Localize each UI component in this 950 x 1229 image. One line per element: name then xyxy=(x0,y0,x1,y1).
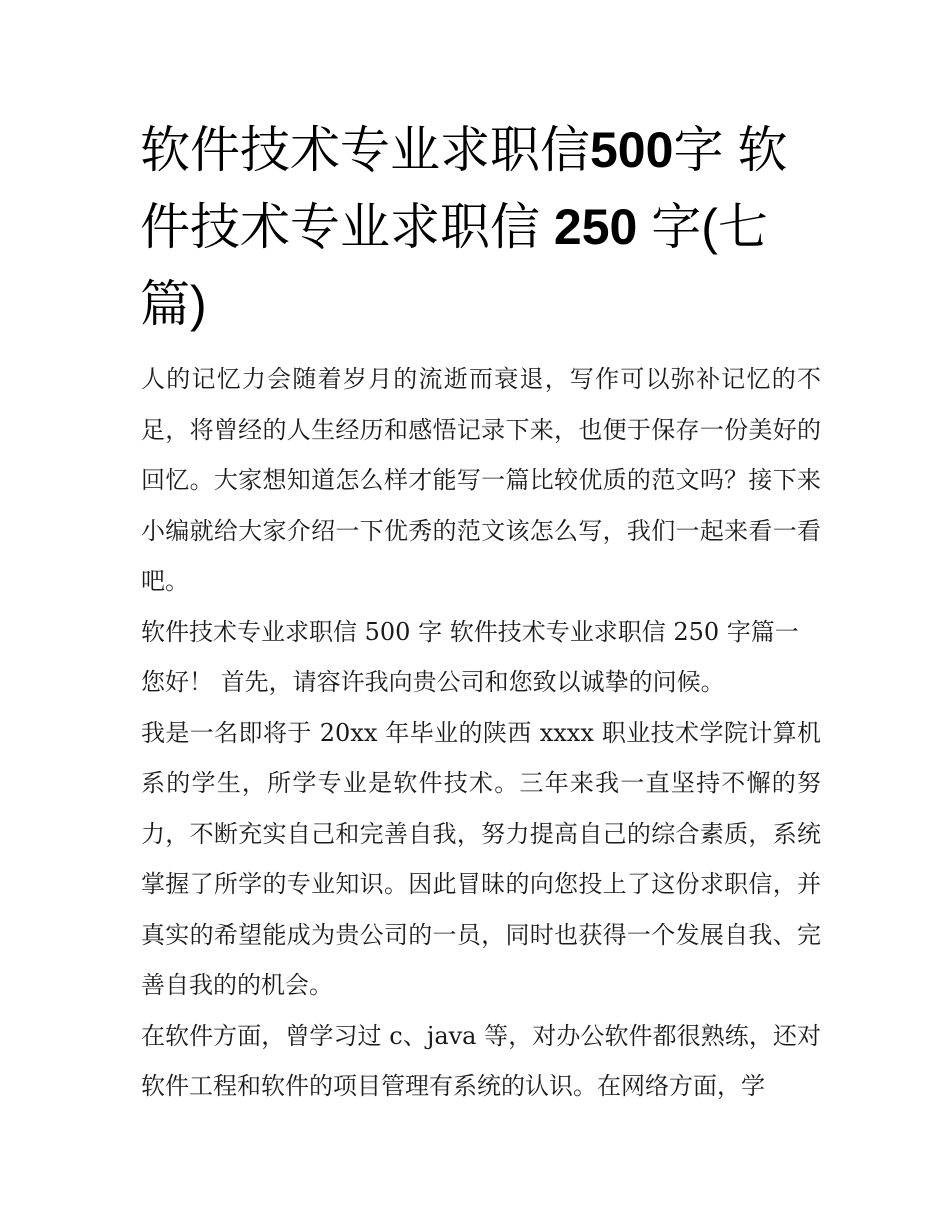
greeting-paragraph: 您好！ 首先，请容许我向贵公司和您致以诚挚的问候。 xyxy=(141,668,725,696)
title-part-1: 软件技术专业求职信 xyxy=(140,122,590,178)
title-part-2: 字 软件技术专业求职信 xyxy=(140,122,788,255)
title-number-2: 250 xyxy=(553,199,638,255)
document-title xyxy=(140,112,820,343)
self-introduction-paragraph: 我是一名即将于 20xx 年毕业的陕西 xxxx 职业技术学院计算机系的学生，所学专业是软件技术。三年来我一直坚持不懈的努力，不断充实自己和完善自我，努力提高自己的综合素质，系统掌握了所学的专业知识。因此冒昧的向您投上了这份求职信，并真实的希望能成为贵公司的一员，同时也获得一个发展自我、完善自我的的机会。 xyxy=(141,718,821,999)
section-heading: 软件技术专业求职信 500 字 软件技术专业求职信 250 字篇一 xyxy=(141,617,799,646)
software-skills-paragraph: 在软件方面，曾学习过 c、java 等，对办公软件都很熟练，还对软件工程和软件的项目管理有系统的认识。在网络方面，学 xyxy=(141,1021,821,1100)
document-body xyxy=(141,354,821,1112)
title-part-3: 字(七篇) xyxy=(140,199,768,332)
intro-paragraph: 人的记忆力会随着岁月的流逝而衰退，写作可以弥补记忆的不足，将曾经的人生经历和感悟记录下来，也便于保存一份美好的回忆。大家想知道怎么样才能写一篇比较优质的范文吗？接下来小编就给大家介绍一下优秀的范文该怎么写，我们一起来看一看吧。 xyxy=(141,365,821,595)
title-number-1: 500 xyxy=(590,122,674,178)
